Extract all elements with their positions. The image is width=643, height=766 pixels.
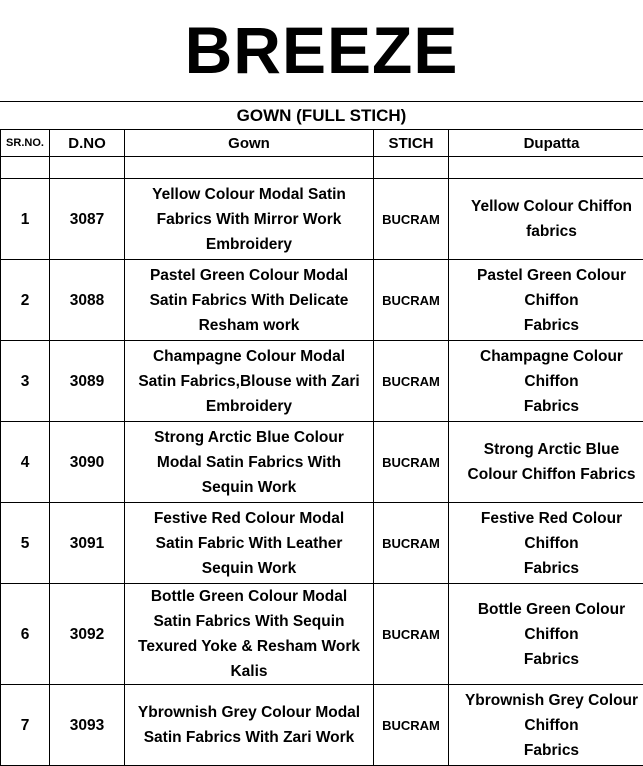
gown-line: Yellow Colour Modal Satin: [128, 182, 370, 207]
empty-cell: [1, 157, 50, 179]
dupatta-line: fabrics: [452, 219, 643, 244]
cell-sr-no: 4: [1, 422, 50, 503]
cell-stich: BUCRAM: [374, 685, 449, 766]
header-sr-no: SR.NO.: [1, 130, 50, 157]
dupatta-line: Chiffon: [452, 369, 643, 394]
empty-cell: [374, 157, 449, 179]
cell-gown: [125, 179, 374, 260]
gown-line: Champagne Colour Modal: [128, 344, 370, 369]
table-row: [1, 341, 643, 422]
gown-line: Sequin Work: [128, 556, 370, 581]
brand-title: BREEZE: [0, 14, 643, 86]
dupatta-line: Fabrics: [452, 738, 643, 763]
dupatta-line: Fabrics: [452, 647, 643, 672]
header-dupatta: Dupatta: [449, 130, 643, 157]
cell-dupatta: [449, 584, 643, 685]
empty-cell: [50, 157, 125, 179]
gown-line: Modal Satin Fabrics With: [128, 450, 370, 475]
cell-stich: BUCRAM: [374, 260, 449, 341]
gown-line: Resham work: [128, 313, 370, 338]
cell-design-no: 3093: [50, 685, 125, 766]
cell-design-no: 3092: [50, 584, 125, 685]
table-row: [1, 422, 643, 503]
dupatta-line: Pastel Green Colour: [452, 263, 643, 288]
gown-line: Bottle Green Colour Modal: [128, 584, 370, 609]
cell-stich: BUCRAM: [374, 341, 449, 422]
cell-dupatta: [449, 685, 643, 766]
dupatta-line: Chiffon: [452, 531, 643, 556]
cell-stich: BUCRAM: [374, 422, 449, 503]
gown-line: Satin Fabrics With Sequin: [128, 609, 370, 634]
dupatta-line: Ybrownish Grey Colour: [452, 688, 643, 713]
gown-line: Strong Arctic Blue Colour: [128, 425, 370, 450]
empty-spacer-row: [1, 157, 643, 179]
cell-sr-no: 1: [1, 179, 50, 260]
dupatta-line: Yellow Colour Chiffon: [452, 194, 643, 219]
header-gown: Gown: [125, 130, 374, 157]
cell-dupatta: [449, 422, 643, 503]
dupatta-line: Fabrics: [452, 394, 643, 419]
cell-design-no: 3088: [50, 260, 125, 341]
dupatta-line: Chiffon: [452, 622, 643, 647]
divider: [0, 101, 643, 102]
table-row: [1, 503, 643, 584]
dupatta-line: Champagne Colour: [452, 344, 643, 369]
gown-line: Texured Yoke & Resham Work: [128, 634, 370, 659]
dupatta-line: Colour Chiffon Fabrics: [452, 462, 643, 487]
empty-cell: [449, 157, 643, 179]
cell-design-no: 3090: [50, 422, 125, 503]
gown-line: Satin Fabrics With Zari Work: [128, 725, 370, 750]
gown-line: Satin Fabrics,Blouse with Zari: [128, 369, 370, 394]
dupatta-line: Strong Arctic Blue: [452, 437, 643, 462]
gown-line: Sequin Work: [128, 475, 370, 500]
product-table: [0, 129, 643, 766]
gown-line: Kalis: [128, 659, 370, 684]
header-stich: STICH: [374, 130, 449, 157]
cell-design-no: 3087: [50, 179, 125, 260]
header-design-no: D.NO: [50, 130, 125, 157]
table-header-row: [1, 130, 643, 157]
section-subtitle: GOWN (FULL STICH): [0, 103, 643, 129]
dupatta-line: Fabrics: [452, 313, 643, 338]
cell-design-no: 3091: [50, 503, 125, 584]
cell-stich: BUCRAM: [374, 179, 449, 260]
cell-gown: [125, 685, 374, 766]
cell-gown: [125, 341, 374, 422]
gown-line: Festive Red Colour Modal: [128, 506, 370, 531]
dupatta-line: Chiffon: [452, 288, 643, 313]
cell-stich: BUCRAM: [374, 503, 449, 584]
gown-line: Fabrics With Mirror Work: [128, 207, 370, 232]
cell-gown: [125, 503, 374, 584]
cell-sr-no: 6: [1, 584, 50, 685]
table-row: [1, 260, 643, 341]
cell-gown: [125, 260, 374, 341]
cell-dupatta: [449, 260, 643, 341]
gown-line: Ybrownish Grey Colour Modal: [128, 700, 370, 725]
cell-design-no: 3089: [50, 341, 125, 422]
gown-line: Satin Fabric With Leather: [128, 531, 370, 556]
cell-sr-no: 2: [1, 260, 50, 341]
gown-line: Satin Fabrics With Delicate: [128, 288, 370, 313]
cell-sr-no: 7: [1, 685, 50, 766]
gown-line: Embroidery: [128, 232, 370, 257]
table-row: [1, 584, 643, 685]
dupatta-line: Festive Red Colour: [452, 506, 643, 531]
cell-dupatta: [449, 503, 643, 584]
cell-dupatta: [449, 341, 643, 422]
cell-gown: [125, 584, 374, 685]
empty-cell: [125, 157, 374, 179]
dupatta-line: Fabrics: [452, 556, 643, 581]
dupatta-line: Chiffon: [452, 713, 643, 738]
cell-stich: BUCRAM: [374, 584, 449, 685]
gown-line: Embroidery: [128, 394, 370, 419]
dupatta-line: Bottle Green Colour: [452, 597, 643, 622]
cell-sr-no: 3: [1, 341, 50, 422]
document-title-block: [0, 0, 643, 100]
cell-gown: [125, 422, 374, 503]
table-row: [1, 179, 643, 260]
gown-line: Pastel Green Colour Modal: [128, 263, 370, 288]
cell-dupatta: [449, 179, 643, 260]
table-row: [1, 685, 643, 766]
cell-sr-no: 5: [1, 503, 50, 584]
